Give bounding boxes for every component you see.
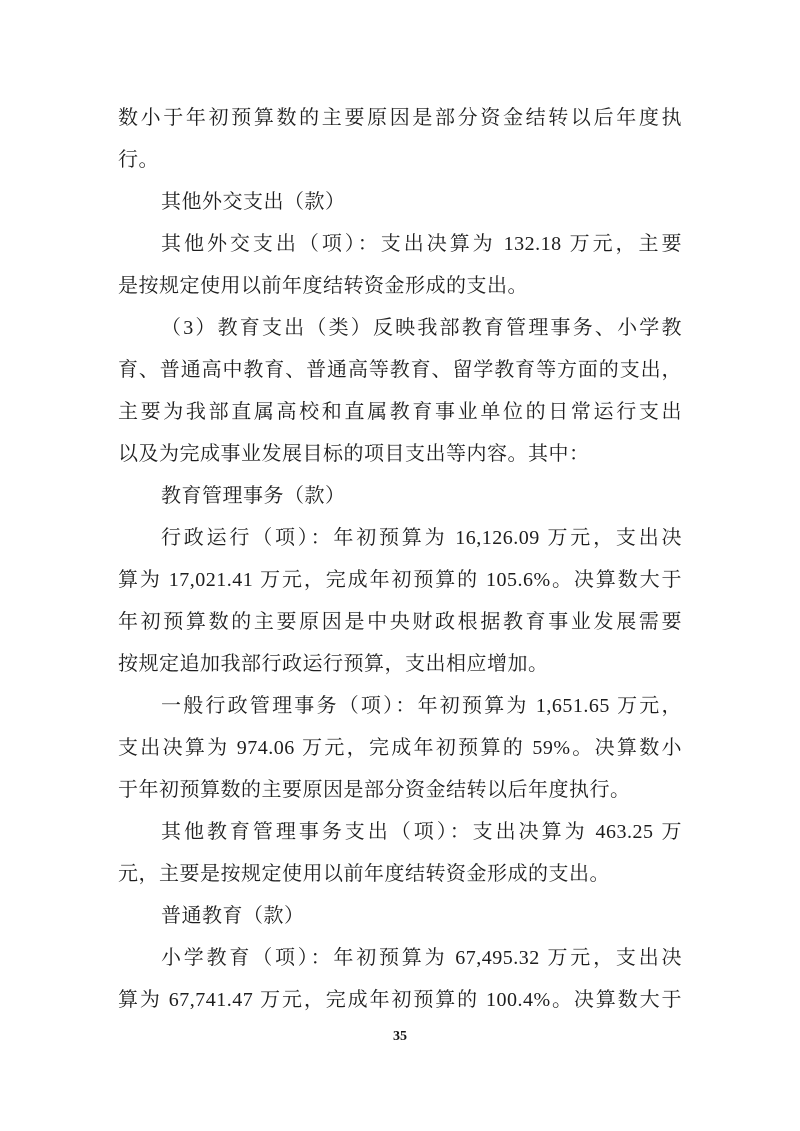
text-line: 教育管理事务（款） bbox=[161, 485, 346, 507]
text-line: 小学教育（项）：年初预算为 67,495.32 万元，支出决 bbox=[161, 947, 682, 969]
text-line: 是按规定使用以前年度结转资金形成的支出。 bbox=[118, 275, 528, 297]
text-line: 算为 67,741.47 万元，完成年初预算的 100.4%。决算数大于 bbox=[118, 989, 682, 1011]
text-line: 于年初预算数的主要原因是部分资金结转以后年度执行。 bbox=[118, 779, 631, 801]
body-text-block bbox=[118, 97, 682, 1021]
text-line: 其他外交支出（款） bbox=[161, 191, 346, 213]
text-line: 一般行政管理事务（项）：年初预算为 1,651.65 万元， bbox=[161, 695, 682, 717]
text-line: 育、普通高中教育、普通高等教育、留学教育等方面的支出， bbox=[118, 359, 682, 381]
text-line: 年初预算数的主要原因是中央财政根据教育事业发展需要 bbox=[118, 611, 682, 633]
text-line: 以及为完成事业发展目标的项目支出等内容。其中： bbox=[118, 443, 590, 465]
text-line: 元，主要是按规定使用以前年度结转资金形成的支出。 bbox=[118, 863, 610, 885]
text-line: 主要为我部直属高校和直属教育事业单位的日常运行支出 bbox=[118, 401, 682, 423]
text-line: 行政运行（项）：年初预算为 16,126.09 万元，支出决 bbox=[161, 527, 682, 549]
text-line: 普通教育（款） bbox=[161, 905, 305, 927]
text-line: 其他教育管理事务支出（项）：支出决算为 463.25 万 bbox=[161, 821, 682, 843]
page-number: 35 bbox=[393, 1029, 407, 1044]
text-line: 数小于年初预算数的主要原因是部分资金结转以后年度执 bbox=[118, 107, 682, 129]
text-line: 其他外交支出（项）：支出决算为 132.18 万元，主要 bbox=[161, 233, 682, 255]
text-line: （3）教育支出（类）反映我部教育管理事务、小学教 bbox=[161, 317, 682, 339]
text-line: 行。 bbox=[118, 149, 159, 171]
text-line: 按规定追加我部行政运行预算，支出相应增加。 bbox=[118, 653, 549, 675]
text-line: 支出决算为 974.06 万元，完成年初预算的 59%。决算数小 bbox=[118, 737, 682, 759]
text-line: 算为 17,021.41 万元，完成年初预算的 105.6%。决算数大于 bbox=[118, 569, 682, 591]
